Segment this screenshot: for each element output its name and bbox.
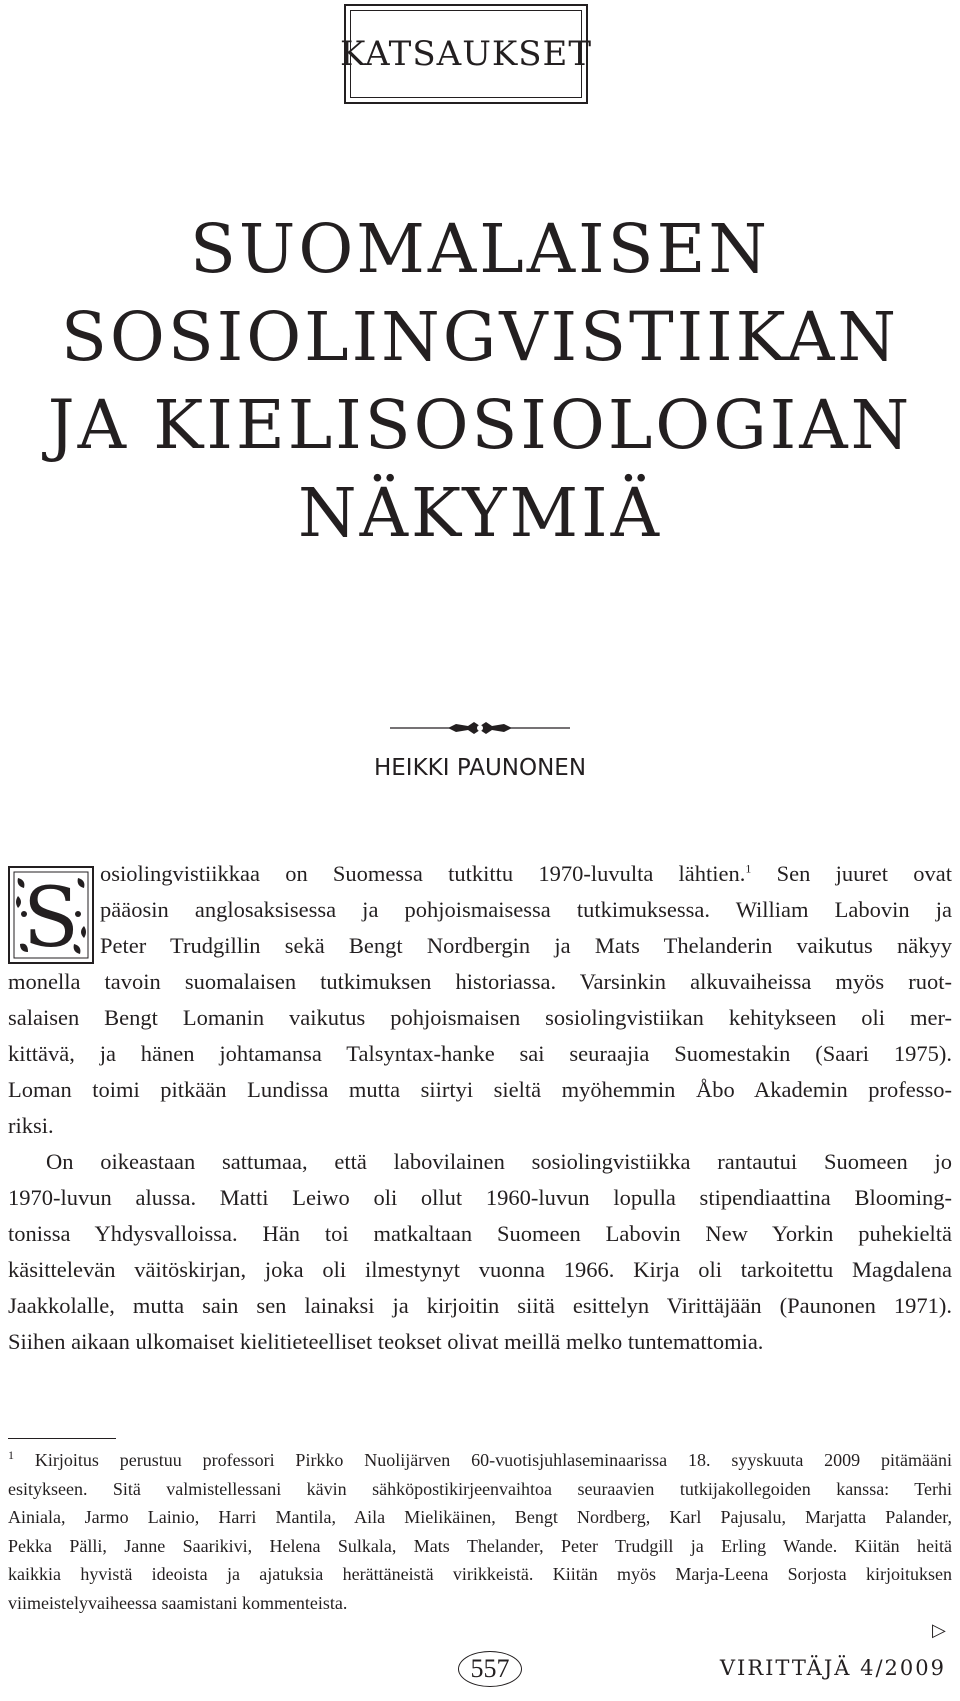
article-body bbox=[8, 856, 952, 1360]
footnote-line: Pekka Pälli, Janne Saarikivi, Helena Sulkala, Mats Thelander, Peter Trudgill ja Erling Wande. Kiitän heitä bbox=[8, 1535, 952, 1556]
footnote bbox=[8, 1446, 952, 1617]
footnote-line: Ainiala, Jarmo Lainio, Harri Mantila, Aila Mielikäinen, Bengt Nordberg, Karl Pajusalu, Marjatta Palander, bbox=[8, 1507, 952, 1527]
footnote-rule bbox=[8, 1438, 116, 1439]
body-line: osiolingvistiikkaa on Suomessa tutkittu 1970-luvulta lähtien.$^1$ Sen juuret ovat bbox=[100, 861, 952, 886]
frame-corner bbox=[570, 86, 588, 104]
body-line: käsittelevän väitöskirjan, joka oli ilmestynyt vuonna 1966. Kirja oli tarkoitettu Magdalena bbox=[8, 1257, 952, 1282]
continue-arrow-icon: ▷ bbox=[932, 1620, 946, 1641]
body-line: Peter Trudgillin sekä Bengt Nordbergin ja Mats Thelanderin vaikutus näkyy bbox=[100, 933, 952, 958]
body-line: tonissa Yhdysvalloissa. Hän toi matkaltaan Suomeen Labovin New Yorkin puhekieltä bbox=[8, 1221, 952, 1246]
title-line: SUOMALAISEN bbox=[189, 210, 771, 288]
footnote-reference[interactable]: 1 bbox=[745, 861, 752, 876]
body-line: pääosin anglosaksisessa ja pohjoismaisessa tutkimuksessa. William Labovin ja bbox=[100, 897, 952, 922]
section-label: KATSAUKSET bbox=[339, 34, 593, 74]
ornament-divider-icon bbox=[390, 718, 570, 738]
body-line: Siihen aikaan ulkomaiset kielitieteelliset teokset olivat meillä melko tuntemattomia. bbox=[8, 1329, 764, 1354]
frame-corner bbox=[344, 4, 362, 22]
body-line: Loman toimi pitkään Lundissa mutta siirtyi sieltä myöhemmin Åbo Akademin professo- bbox=[8, 1077, 952, 1102]
body-line: Jaakkolalle, mutta sain sen lainaksi ja kirjoitin siitä esittelyn Virittäjään (Paunonen 1971). bbox=[8, 1293, 952, 1318]
author-name: HEIKKI PAUNONEN bbox=[373, 755, 587, 781]
frame-corner bbox=[570, 4, 588, 22]
journal-issue: VIRITTÄJÄ 4/2009 bbox=[719, 1656, 946, 1680]
body-line: salaisen Bengt Lomanin vaikutus pohjoismaisen sosiolingvistiikan kehitykseen oli mer- bbox=[8, 1005, 952, 1030]
body-line: kittävä, ja hänen johtamansa Talsyntax-hanke sai seuraajia Suomestakin (Saari 1975). bbox=[8, 1041, 952, 1066]
title-line: NÄKYMIÄ bbox=[298, 474, 662, 552]
article-title bbox=[30, 205, 930, 557]
drop-cap-letter: S bbox=[22, 871, 80, 964]
body-line: riksi. bbox=[8, 1113, 54, 1138]
frame-corner bbox=[344, 86, 362, 104]
body-line: On oikeastaan sattumaa, että labovilainen sosiolingvistiikka rantautui Suomeen jo bbox=[46, 1149, 952, 1174]
body-line: 1970-luvun alussa. Matti Leiwo oli ollut 1960-luvun lopulla stipendiaattina Blooming- bbox=[8, 1185, 952, 1210]
footnote-line: $^1$ Kirjoitus perustuu professori Pirkko Nuolijärven 60-vuotisjuhlaseminaarissa 18. syyskuuta 2009 pitämääni bbox=[8, 1448, 953, 1470]
footnote-line: viimeistelyvaiheessa saamistani kommenteista. bbox=[8, 1592, 348, 1613]
body-line: monella tavoin suomalaisen tutkimuksen historiassa. Varsinkin alkuvaiheissa myös ruot- bbox=[8, 969, 952, 994]
title-line: SOSIOLINGVISTIIKAN bbox=[61, 298, 899, 376]
footnote-line: esitykseen. Sitä valmistellessani kävin sähköpostikirjeenvaihtoa seuraavien tutkijakollegoiden kanssa: Terhi bbox=[8, 1478, 952, 1499]
section-label-box bbox=[339, 4, 593, 104]
page-number: 557 bbox=[458, 1651, 522, 1687]
footnote-line: kaikkia hyvistä ideoista ja ajatuksia herättäneistä virikkeistä. Kiitän myös Marja-Leena Sorjosta kirjoituksen bbox=[8, 1564, 952, 1584]
title-line: JA KIELISOSIOLOGIAN bbox=[47, 386, 913, 464]
footnote-marker: 1 bbox=[8, 1448, 14, 1462]
